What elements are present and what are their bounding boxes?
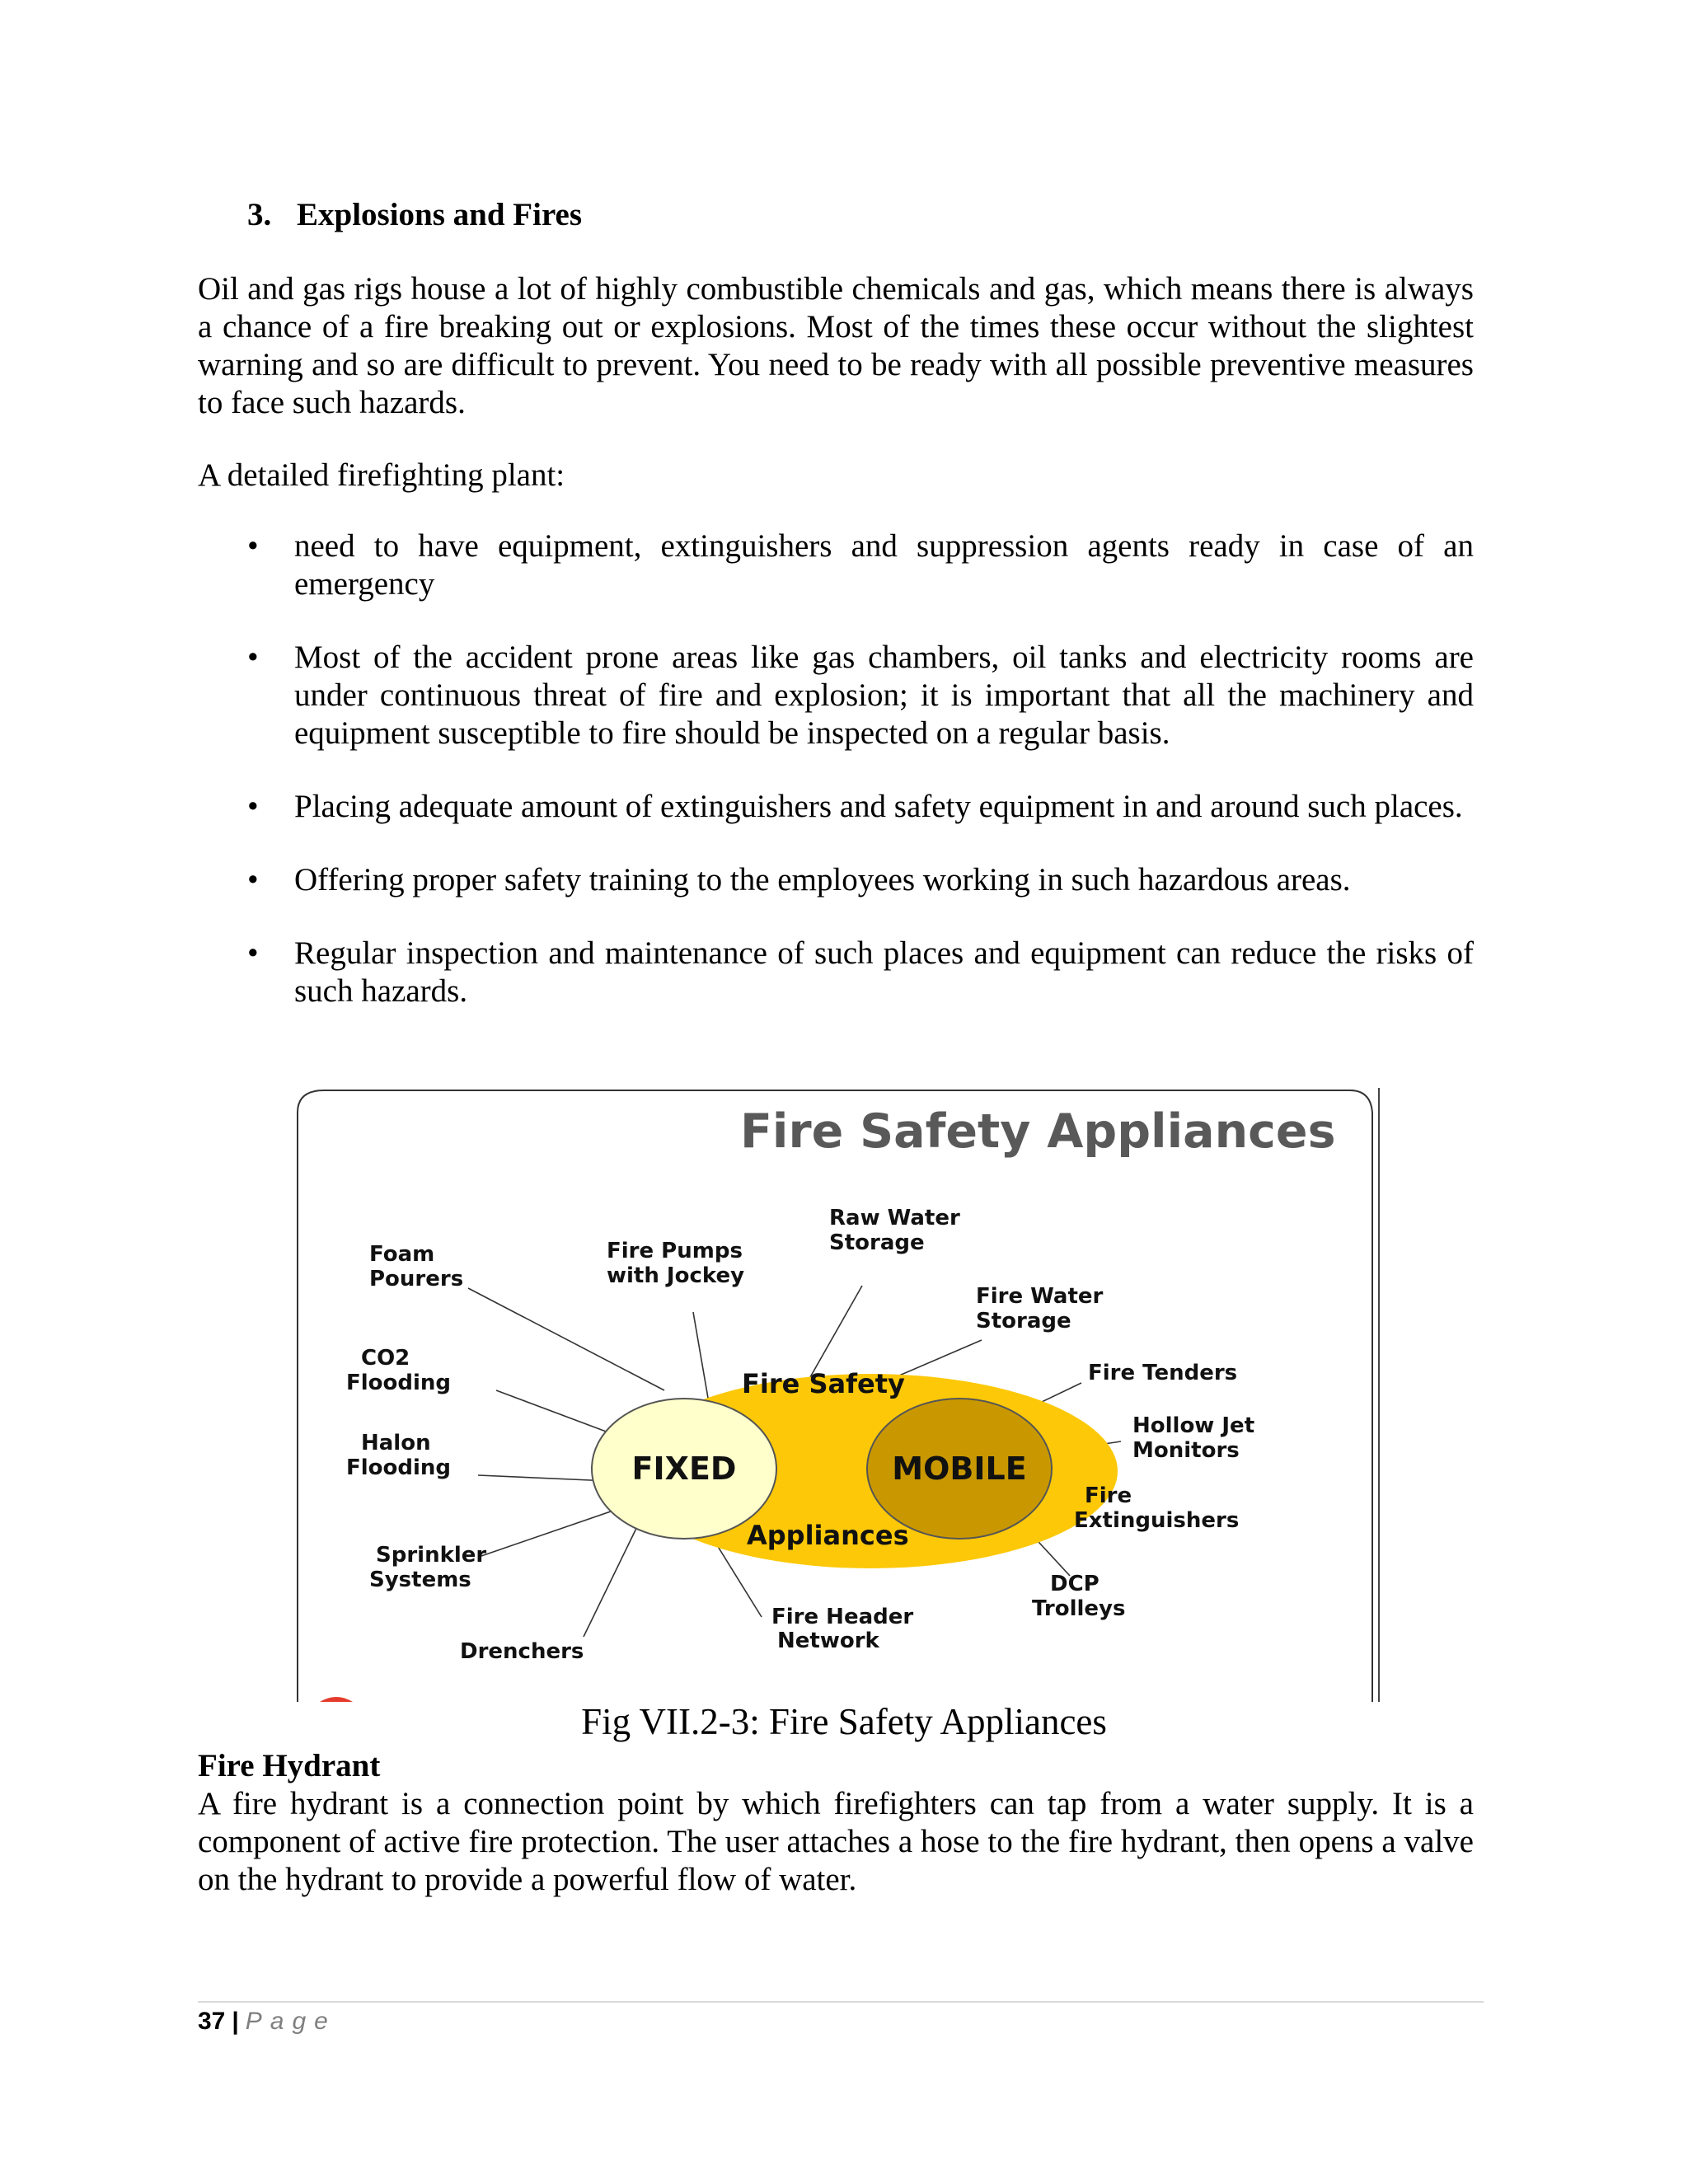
dcp-trolleys-label-1: DCP — [1050, 1572, 1100, 1596]
list-item — [247, 639, 1474, 752]
fixed-label: FIXED — [631, 1451, 737, 1487]
mobile-label: MOBILE — [892, 1451, 1027, 1487]
bullet-icon: • — [247, 789, 259, 824]
bullet-icon: • — [247, 528, 259, 564]
halon-flooding-label-1: Halon — [361, 1431, 431, 1455]
dcp-trolleys-label-2: Trolleys — [1032, 1596, 1126, 1621]
foam-pourers-label-1: Foam — [369, 1242, 435, 1267]
list-item — [247, 935, 1474, 1010]
section-number: 3. — [247, 197, 272, 232]
raw-water-label-2: Storage — [829, 1230, 925, 1255]
fire-safety-diagram — [295, 1088, 1383, 1702]
list-item — [247, 788, 1474, 826]
foam-pourers-label-2: Pourers — [369, 1267, 464, 1291]
ellipse-bottom-label: Appliances — [747, 1520, 909, 1551]
bullet-text: Placing adequate amount of extinguishers and safety equipment in and around such places. — [294, 789, 1463, 824]
fire-water-label-2: Storage — [976, 1309, 1071, 1333]
page-footer — [198, 2008, 336, 2036]
bullet-list — [247, 527, 1474, 1046]
page-number: 37 — [198, 2008, 226, 2035]
bullet-text: Offering proper safety training to the employees working in such hazardous areas. — [294, 862, 1351, 898]
figure-title: Fire Safety Appliances — [740, 1104, 1336, 1159]
fire-header-label-1: Fire Header — [771, 1605, 914, 1629]
fire-extinguishers-label-1: Fire — [1085, 1483, 1132, 1508]
section-heading — [247, 196, 582, 233]
co2-flooding-label-1: CO2 — [361, 1346, 410, 1371]
section-title: Explosions and Fires — [297, 197, 583, 232]
sprinkler-label-1: Sprinkler — [376, 1543, 487, 1568]
list-item — [247, 527, 1474, 603]
ellipse-top-label: Fire Safety — [742, 1368, 905, 1399]
halon-flooding-label-2: Flooding — [346, 1455, 452, 1480]
figure-caption: Fig VII.2-3: Fire Safety Appliances — [581, 1701, 1107, 1742]
fire-water-label-1: Fire Water — [976, 1284, 1104, 1309]
bullet-icon: • — [247, 935, 259, 971]
bullet-text: Most of the accident prone areas like gas chambers, oil tanks and electricity rooms are under continuous threat of fire and explosion; it is important that all the machinery and equipment susceptible to fire should be inspected on a regular basis. — [294, 640, 1474, 751]
hollow-jet-label-1: Hollow Jet — [1132, 1413, 1255, 1438]
footer-separator: | — [232, 2008, 239, 2035]
raw-water-label-1: Raw Water — [829, 1206, 960, 1230]
list-item — [247, 861, 1474, 899]
fire-tenders-label: Fire Tenders — [1088, 1361, 1238, 1385]
sprinkler-label-2: Systems — [369, 1568, 471, 1592]
bullet-text: Regular inspection and maintenance of such places and equipment can reduce the risks of such hazards. — [294, 935, 1474, 1009]
bullet-icon: • — [247, 640, 259, 675]
fire-pumps-label-2: with Jockey — [607, 1263, 745, 1288]
lead-paragraph: A detailed firefighting plant: — [198, 457, 565, 493]
co2-flooding-label-2: Flooding — [346, 1371, 452, 1395]
drenchers-label: Drenchers — [460, 1639, 584, 1664]
fire-header-label-2: Network — [777, 1629, 879, 1653]
fire-hydrant-heading: Fire Hydrant — [198, 1748, 381, 1783]
fire-extinguishers-label-2: Extinguishers — [1074, 1508, 1240, 1533]
bullet-icon: • — [247, 862, 259, 898]
fire-pumps-label-1: Fire Pumps — [607, 1239, 743, 1263]
intro-paragraph: Oil and gas rigs house a lot of highly combustible chemicals and gas, which means there is always a chance of a fire breaking out or explosions. Most of the times these occur without the slightest warning and so are difficult to prevent. You need to be ready with all possible preventive measures to face such hazards. — [198, 271, 1474, 420]
fire-hydrant-paragraph: A fire hydrant is a connection point by which firefighters can tap from a water supply. It is a component of active fire protection. The user attaches a hose to the fire hydrant, then opens a valve on the hydrant to provide a powerful flow of water. — [198, 1786, 1474, 1897]
page-word: Page — [245, 2008, 336, 2035]
footer-divider — [198, 2001, 1484, 2003]
hollow-jet-label-2: Monitors — [1132, 1438, 1240, 1463]
bullet-text: need to have equipment, extinguishers and suppression agents ready in case of an emergency — [294, 528, 1474, 602]
